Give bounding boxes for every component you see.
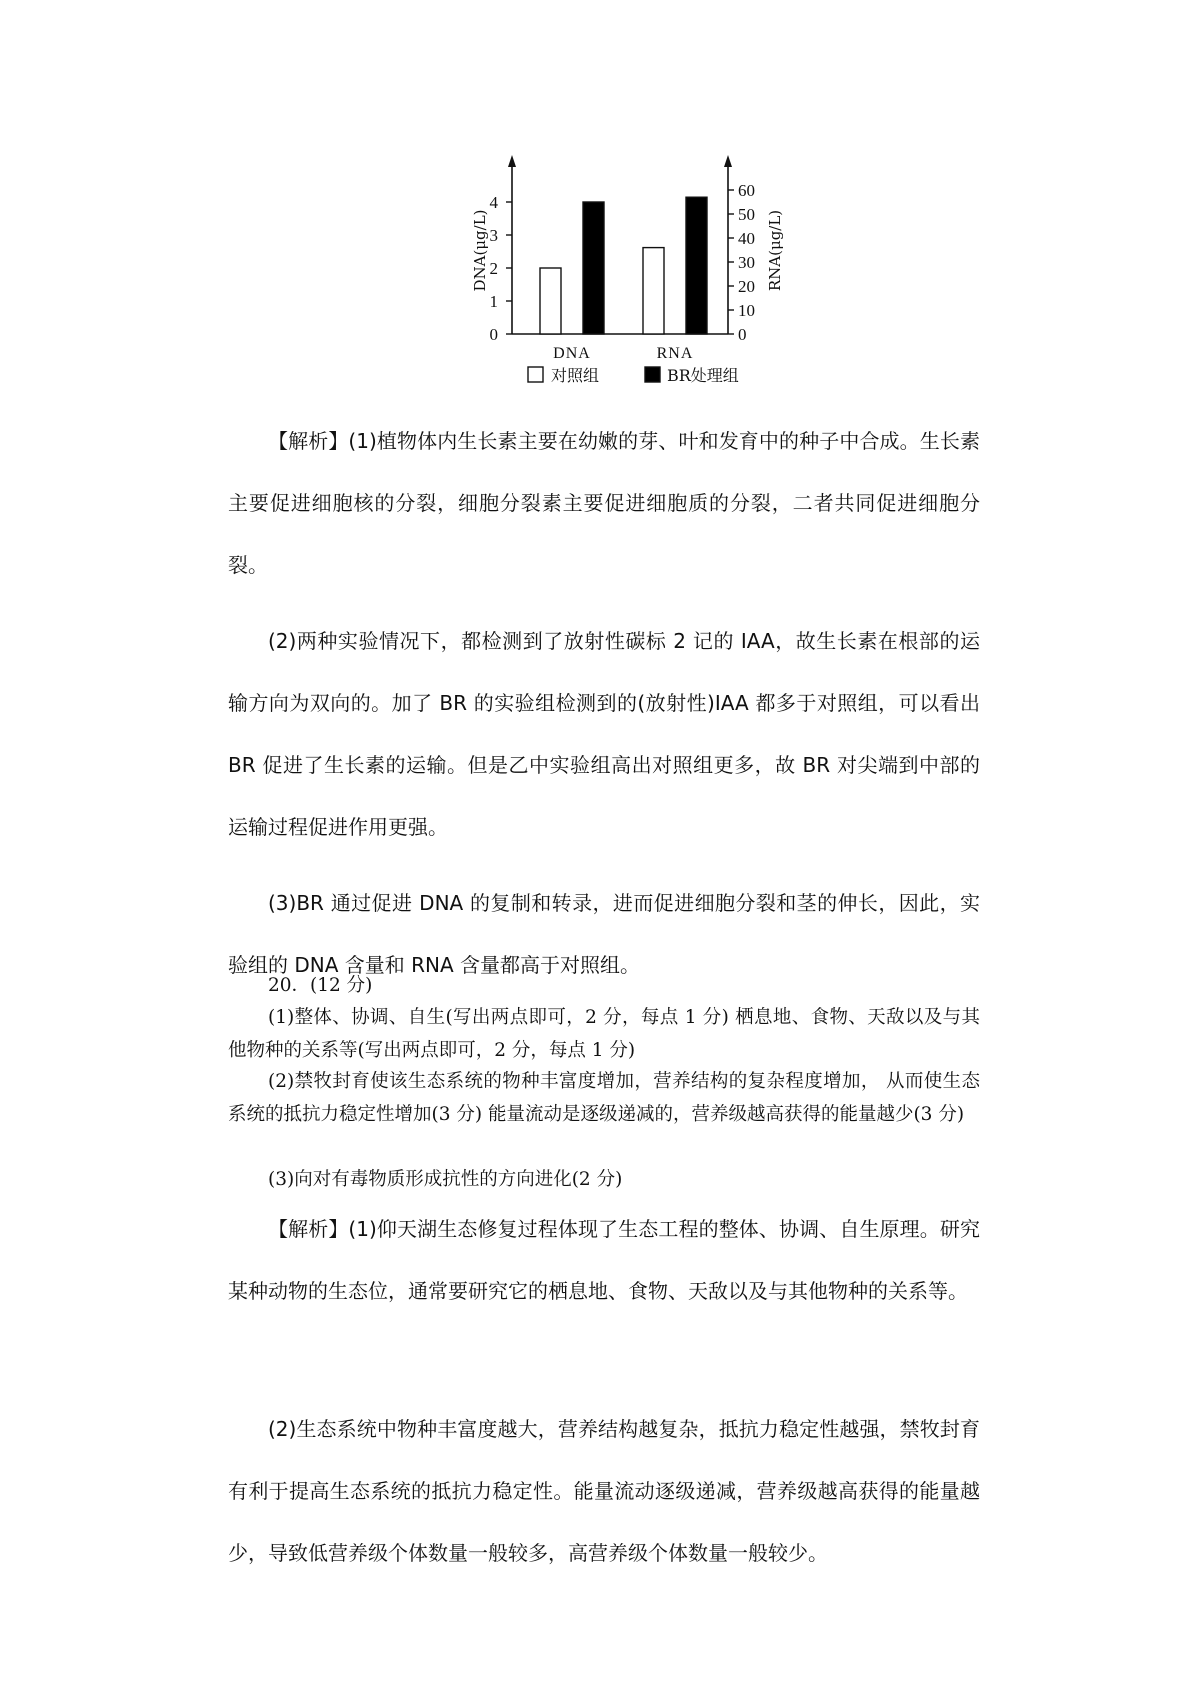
- right-axis-title: RNA(μg/L): [766, 209, 784, 292]
- left-axis-title: DNA(μg/L): [471, 209, 489, 292]
- legend-swatch-br: [645, 367, 660, 382]
- analysis-paragraph-4: 【解析】(1)仰天湖生态修复过程体现了生态工程的整体、协调、自生原理。研究某种动物的生态位，通常要研究它的栖息地、食物、天敌以及与其他物种的关系等。: [228, 1217, 980, 1303]
- right-axis-arrow: [724, 155, 732, 167]
- right-tick-label: 10: [738, 301, 755, 320]
- category-label: DNA: [553, 345, 591, 362]
- right-tick-label: 30: [738, 253, 755, 272]
- right-tick-label: 60: [738, 181, 755, 200]
- right-tick-label: 0: [738, 325, 747, 344]
- legend-swatch-control: [528, 367, 543, 382]
- left-axis-arrow: [508, 155, 516, 167]
- left-tick-label: 2: [489, 259, 498, 278]
- bar-rna-control: [643, 248, 664, 334]
- analysis-paragraph-3: (3)BR 通过促进 DNA 的复制和转录，进而促进细胞分裂和茎的伸长，因此，实验组的 DNA 含量和 RNA 含量都高于对照组。: [228, 891, 980, 977]
- legend-label-br: BR处理组: [667, 366, 739, 385]
- answer-20-part-2: (2)禁牧封育使该生态系统的物种丰富度增加，营养结构的复杂程度增加， 从而使生态系统的抵抗力稳定性增加(3 分) 能量流动是逐级递减的，营养级越高获得的能量越少(3 分): [228, 1071, 980, 1125]
- right-tick-label: 50: [738, 205, 755, 224]
- left-tick-label: 0: [489, 325, 498, 344]
- left-tick-label: 4: [489, 193, 498, 212]
- bar-rna-br: [686, 197, 707, 334]
- chart-svg: [0, 0, 1200, 420]
- bar-dna-br: [583, 202, 604, 334]
- analysis-paragraph-1: 【解析】(1)植物体内生长素主要在幼嫩的芽、叶和发育中的种子中合成。生长素主要促进细胞核的分裂，细胞分裂素主要促进细胞质的分裂，二者共同促进细胞分裂。: [228, 429, 980, 577]
- left-tick-label: 3: [489, 226, 498, 245]
- answer-20-part-3: (3)向对有毒物质形成抗性的方向进化(2 分): [268, 1169, 623, 1190]
- category-label: RNA: [656, 345, 694, 362]
- bar-chart: [0, 0, 1200, 420]
- answer-20-part-1: (1)整体、协调、自生(写出两点即可，2 分，每点 1 分) 栖息地、食物、天敌以及与其他物种的关系等(写出两点即可，2 分，每点 1 分): [228, 1007, 980, 1061]
- question-20-header: 20．(12 分): [268, 975, 373, 996]
- right-tick-label: 40: [738, 229, 755, 248]
- legend-label-control: 对照组: [551, 366, 600, 385]
- left-tick-label: 1: [489, 292, 498, 311]
- bar-dna-control: [540, 268, 561, 334]
- right-tick-label: 20: [738, 277, 755, 296]
- analysis-paragraph-5: (2)生态系统中物种丰富度越大，营养结构越复杂，抵抗力稳定性越强，禁牧封育有利于提高生态系统的抵抗力稳定性。能量流动逐级递减，营养级越高获得的能量越少，导致低营养级个体数量一般较多，高营养级个体数量一般较少。: [228, 1417, 980, 1565]
- analysis-paragraph-2: (2)两种实验情况下，都检测到了放射性碳标 2 记的 IAA，故生长素在根部的运输方向为双向的。加了 BR 的实验组检测到的(放射性)IAA 都多于对照组，可以看出 BR 促进了生长素的运输。但是乙中实验组高出对照组更多，故 BR 对尖端到中部的运输过程促进作用更强。: [228, 629, 980, 839]
